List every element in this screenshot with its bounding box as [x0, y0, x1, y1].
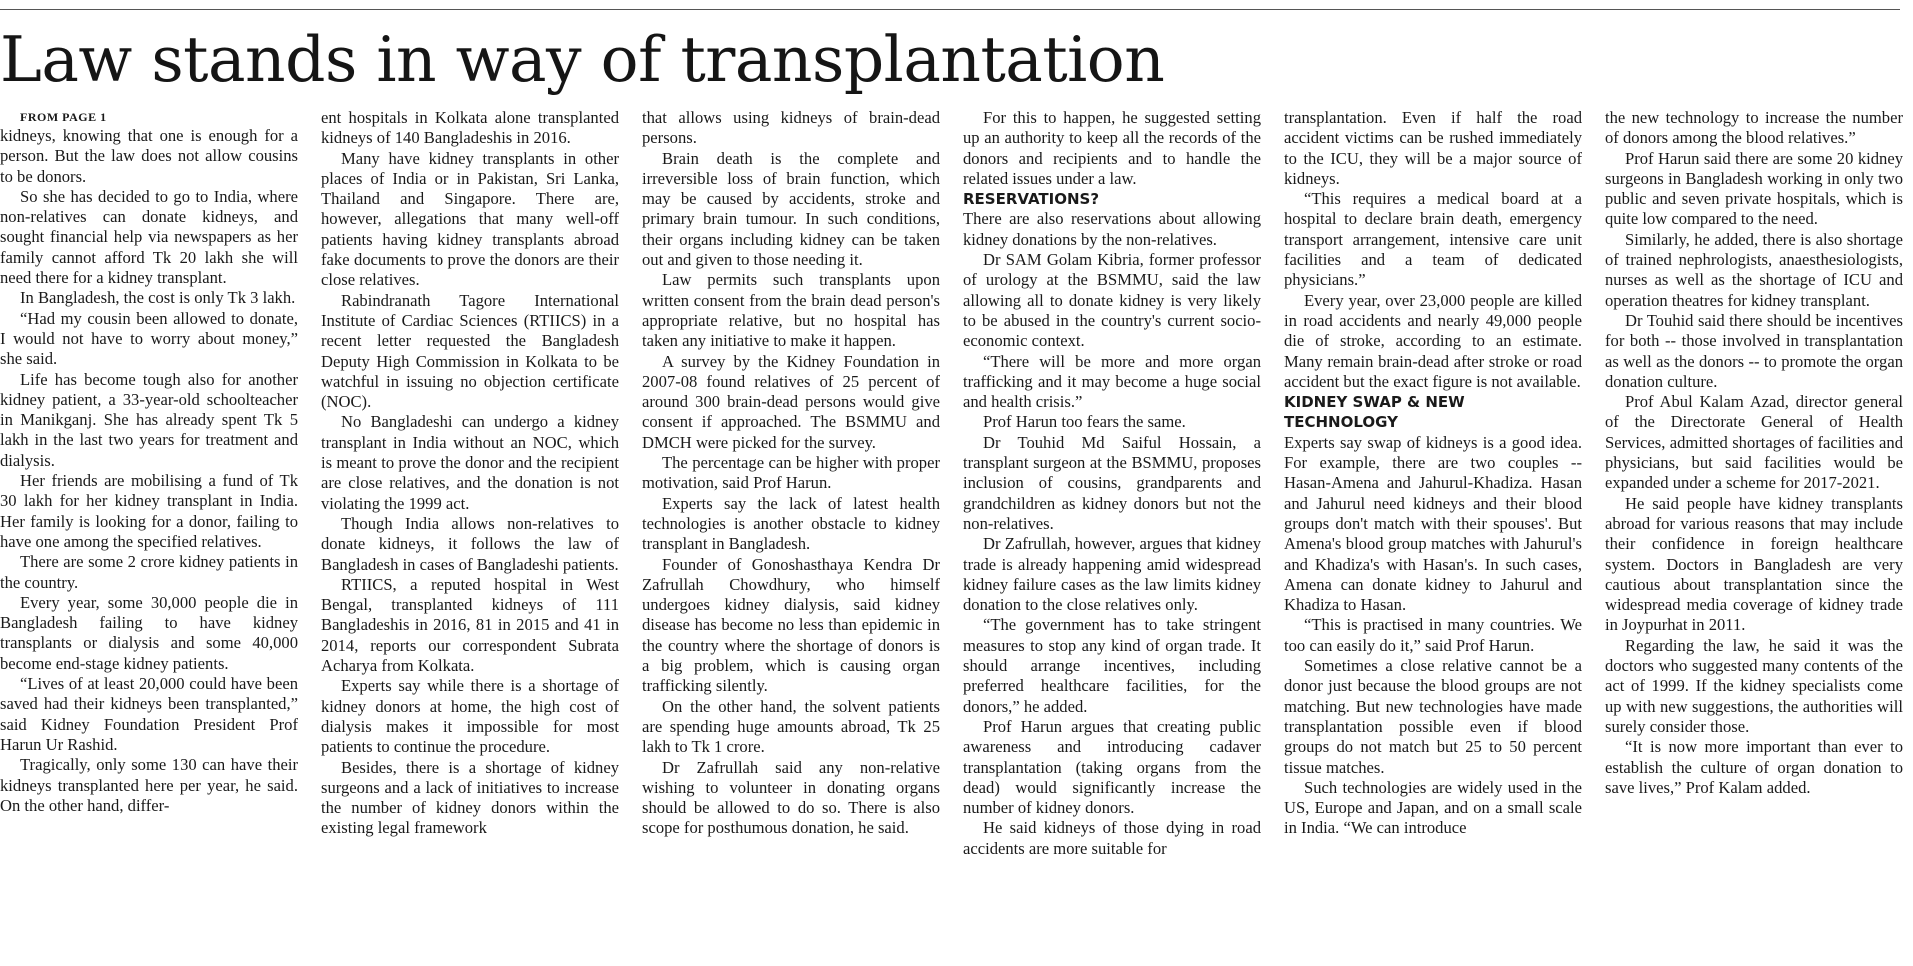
paragraph: There are some 2 crore kidney patients in the country.	[0, 552, 298, 592]
paragraph: Tragically, only some 130 can have their kidneys transplanted here per year, he said. On the other hand, differ-	[0, 755, 298, 815]
paragraph: He said kidneys of those dying in road accidents are more suitable for	[963, 818, 1261, 858]
paragraph: Life has become tough also for another kidney patient, a 33-year-old schoolteacher in Manikganj. She has already spent Tk 5 lakh in the last two years for treatment and dialysis.	[0, 369, 298, 470]
paragraph: Experts say the lack of latest health technologies is another obstacle to kidney transplant in Bangladesh.	[642, 493, 940, 554]
paragraph: Founder of Gonoshasthaya Kendra Dr Zafrullah Chowdhury, who himself undergoes kidney dialysis, said kidney disease has become no less than epidemic in the country where the shortage of donors is a big problem, which is causing organ trafficking silently.	[642, 554, 940, 696]
paragraph: Prof Abul Kalam Azad, director general of the Directorate General of Health Services, admitted shortages of facilities and physicians, but said facilities would be expanded under a scheme for 2017-2021.	[1605, 392, 1903, 493]
paragraph: No Bangladeshi can undergo a kidney transplant in India without an NOC, which is meant to prove the donor and the recipient are close relatives, and the donation is not violating the 1999 act.	[321, 412, 619, 513]
paragraph: Dr Touhid Md Saiful Hossain, a transplant surgeon at the BSMMU, proposes inclusion of cousins, grandparents and grandchildren as kidney donors but not the non-relatives.	[963, 432, 1261, 533]
paragraph: RTIICS, a reputed hospital in West Bengal, transplanted kidneys of 111 Bangladeshis in 2016, 81 in 2015 and 41 in 2014, reports our correspondent Subrata Acharya from Kolkata.	[321, 574, 619, 676]
paragraph: The percentage can be higher with proper motivation, said Prof Harun.	[642, 453, 940, 493]
paragraph-continued: transplantation. Even if half the road accident victims can be rushed immediately to the ICU, they will be a major source of kidneys.	[1284, 108, 1582, 188]
article-column-6	[1605, 108, 1903, 954]
article-column-1	[0, 108, 298, 954]
article-column-2	[321, 108, 619, 954]
paragraph: So she has decided to go to India, where non-relatives can donate kidneys, and sought financial help via newspapers as her family cannot afford Tk 20 lakh she will need there for a kidney transplant.	[0, 186, 298, 288]
paragraph: Besides, there is a shortage of kidney surgeons and a lack of initiatives to increase the number of kidney donors within the existing legal framework	[321, 757, 619, 838]
paragraph-continued: that allows using kidneys of brain-dead persons.	[642, 108, 940, 148]
paragraph: In Bangladesh, the cost is only Tk 3 lakh.	[20, 288, 296, 308]
paragraph: Rabindranath Tagore International Institute of Cardiac Sciences (RTIICS) in a recent letter requested the Bangladesh Deputy High Commission in Kolkata to be watchful in issuing no objection certificate (NOC).	[321, 290, 619, 412]
paragraph-continued: the new technology to increase the number of donors among the blood relatives.”	[1605, 108, 1903, 148]
paragraph: Law permits such transplants upon written consent from the brain dead person's appropriate relative, but no hospital has taken any initiative to make it happen.	[642, 270, 940, 351]
paragraph: Prof Harun said there are some 20 kidney surgeons in Bangladesh working in only two public and seven private hospitals, which is quite low compared to the need.	[1605, 148, 1903, 229]
article-column-5	[1284, 108, 1582, 954]
paragraph-continued: kidneys, knowing that one is enough for a person. But the law does not allow cousins to be donors.	[0, 126, 298, 186]
paragraph: “Lives of at least 20,000 could have been saved had their kidneys been transplanted,” said Kidney Foundation President Prof Harun Ur Rashid.	[0, 674, 298, 754]
paragraph: Dr Touhid said there should be incentives for both -- those involved in transplantation as well as the donors -- to promote the organ donation culture.	[1605, 310, 1903, 391]
paragraph: Dr Zafrullah said any non-relative wishing to volunteer in donating organs should be allowed to do so. There is also scope for posthumous donation, he said.	[642, 757, 940, 838]
paragraph: “There will be more and more organ trafficking and it may become a huge social and health crisis.”	[963, 351, 1261, 412]
paragraph: Dr SAM Golam Kibria, former professor of urology at the BSMMU, said the law allowing all to donate kidney is very likely to be abused in the country's current socio-economic context.	[963, 250, 1261, 351]
article-column-4	[963, 108, 1261, 954]
paragraph: “Had my cousin been allowed to donate, I would not have to worry about money,” she said.	[0, 308, 298, 369]
paragraph-continued: ent hospitals in Kolkata alone transplanted kidneys of 140 Bangladeshis in 2016.	[321, 108, 619, 148]
page-jump-kicker: FROM PAGE 1	[20, 110, 107, 124]
article-column-3	[642, 108, 940, 954]
paragraph: Though India allows non-relatives to donate kidneys, it follows the law of Bangladesh in cases of Bangladeshi patients.	[321, 513, 619, 574]
paragraph: Her friends are mobilising a fund of Tk 30 lakh for her kidney transplant in India. Her family is looking for a donor, failing to have one among the specified relatives.	[0, 471, 298, 551]
paragraph: He said people have kidney transplants abroad for various reasons that may include their confidence in foreign healthcare system. Doctors in Bangladesh are very cautious about transplantation since the widespread media coverage of kidney trade in Joypurhat in 2011.	[1605, 493, 1903, 635]
paragraph-continued: There are also reservations about allowing kidney donations by the non-relatives.	[963, 209, 1261, 249]
paragraph: Similarly, he added, there is also shortage of trained nephrologists, anaesthesiologists, nurses as well as the shortage of ICU and operation theatres for kidney transplant.	[1605, 229, 1903, 310]
top-rule	[0, 9, 1900, 10]
paragraph: A survey by the Kidney Foundation in 2007-08 found relatives of 25 percent of around 300 brain-dead persons would give consent if approached. The BSMMU and DMCH were picked for the survey.	[642, 351, 940, 452]
paragraph: Such technologies are widely used in the US, Europe and Japan, and on a small scale in India. “We can introduce	[1284, 777, 1582, 838]
paragraph: For this to happen, he suggested setting up an authority to keep all the records of the donors and recipients and to handle the related issues under a law.	[963, 108, 1261, 188]
paragraph: “It is now more important than ever to establish the culture of organ donation to save lives,” Prof Kalam added.	[1605, 737, 1903, 797]
paragraph: Dr Zafrullah, however, argues that kidney trade is already happening amid widespread kidney failure cases as the law limits kidney donation to the close relatives only.	[963, 534, 1261, 615]
paragraph: Sometimes a close relative cannot be a donor just because the blood groups are not matching. But new technologies have made transplantation possible even if blood groups do not match but 25 to 50 percent tissue matches.	[1284, 656, 1582, 777]
paragraph: Brain death is the complete and irreversible loss of brain function, which may be caused by accidents, stroke and primary brain tumour. In such conditions, their organs including kidney can be taken out and given to those needing it.	[642, 148, 940, 270]
paragraph: Experts say while there is a shortage of kidney donors at home, the high cost of dialysis makes it impossible for most patients to continue the procedure.	[321, 676, 619, 757]
paragraph: Every year, some 30,000 people die in Bangladesh failing to have kidney transplants or dialysis and some 40,000 become end-stage kidney patients.	[0, 592, 298, 673]
paragraph-continued: Experts say swap of kidneys is a good idea. For example, there are two couples -- Hasan-Amena and Jahurul-Khadiza. Hasan and Jahurul need kidneys and their blood groups don't match with their spouses'. But Amena's blood group matches with Jahurul's and Khadiza's with Hasan's. In such cases, Amena can donate kidney to Jahurul and Khadiza to Hasan.	[1284, 432, 1582, 615]
paragraph: Prof Harun argues that creating public awareness and introducing cadaver transplantation (taking organs from the dead) would significantly increase the number of kidney donors.	[963, 716, 1261, 818]
paragraph: Every year, over 23,000 people are killed in road accidents and nearly 49,000 people die of stroke, according to an estimate. Many remain brain-dead after stroke or road accident but the exact figure is not available.	[1284, 290, 1582, 391]
subheading: RESERVATIONS?	[963, 190, 1100, 209]
headline: Law stands in way of transplantation	[0, 23, 1165, 96]
paragraph: On the other hand, the solvent patients are spending huge amounts abroad, Tk 25 lakh to Tk 1 crore.	[642, 696, 940, 757]
paragraph: “This is practised in many countries. We too can easily do it,” said Prof Harun.	[1284, 615, 1582, 655]
paragraph: “The government has to take stringent measures to stop any kind of organ trade. It should arrange incentives, including preferred healthcare facilities, for the donors,” he added.	[963, 615, 1261, 716]
paragraph: Regarding the law, he said it was the doctors who suggested many contents of the act of 1999. If the kidney specialists come up with new suggestions, the authorities will surely consider those.	[1605, 635, 1903, 736]
subheading: KIDNEY SWAP & NEW TECHNOLOGY	[1284, 393, 1465, 432]
paragraph: “This requires a medical board at a hospital to declare brain death, emergency transport arrangement, intensive care unit facilities and a team of dedicated physicians.”	[1284, 189, 1582, 290]
paragraph: Many have kidney transplants in other places of India or in Pakistan, Sri Lanka, Thailand and Singapore. There are, however, allegations that many well-off patients having kidney transplants abroad fake documents to prove the donors are their close relatives.	[321, 148, 619, 290]
paragraph: Prof Harun too fears the same.	[983, 412, 1186, 432]
